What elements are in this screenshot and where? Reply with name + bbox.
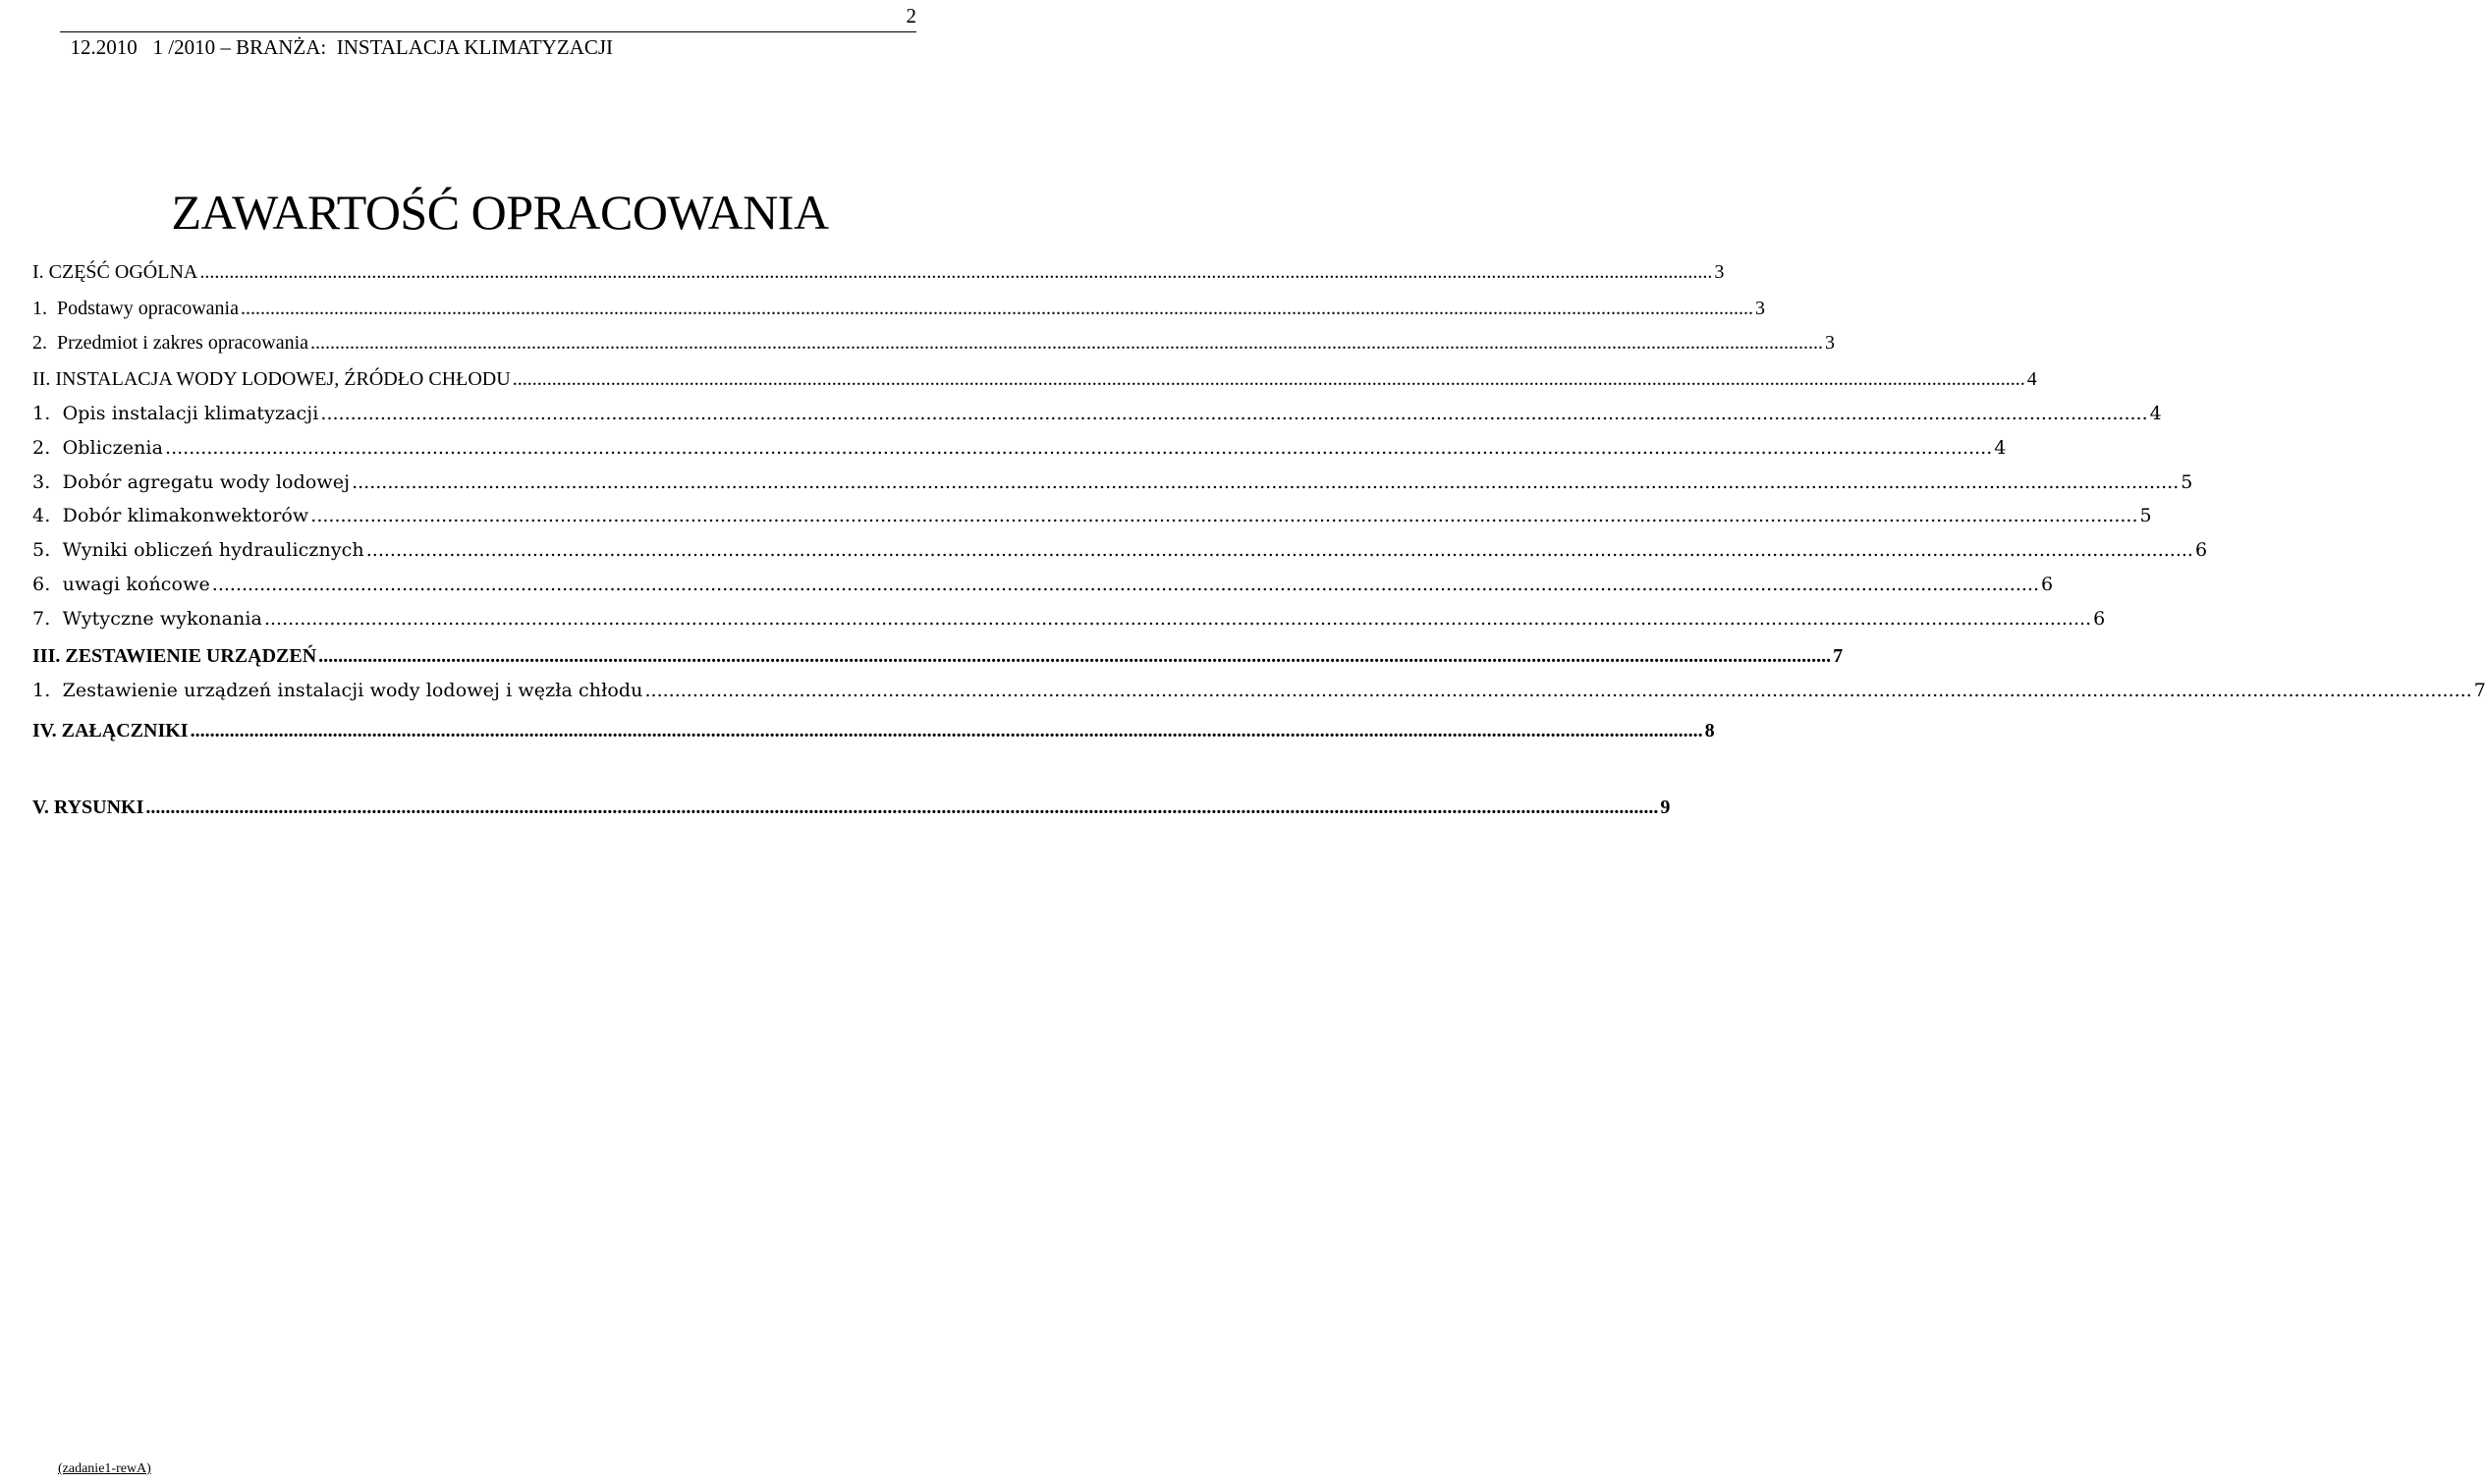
toc-leader-dots (191, 718, 1703, 743)
toc-entry[interactable] (32, 366, 2037, 392)
toc-entry[interactable] (32, 718, 1715, 743)
toc-entry-label: 1. Opis instalacji klimatyzacji (32, 403, 319, 424)
toc-entry-label: 4. Dobór klimakonwektorów (32, 505, 309, 526)
toc-leader-dots (310, 330, 1823, 356)
toc-entry-label: II. INSTALACJA WODY LODOWEJ, ŹRÓDŁO CHŁODU (32, 368, 511, 390)
toc-entry[interactable] (32, 537, 2208, 563)
page-header (60, 0, 916, 59)
toc-entry-page: 9 (1660, 797, 1671, 818)
toc-leader-dots (145, 795, 1658, 820)
toc-leader-dots (165, 435, 1992, 461)
toc-entry-label: 3. Dobór agregatu wody lodowej (32, 471, 351, 493)
toc-entry-label: I. CZĘŚĆ OGÓLNA (32, 261, 198, 283)
toc-entry-page: 7 (2473, 680, 2486, 701)
toc-entry-page: 6 (2093, 608, 2106, 630)
toc-leader-dots (645, 678, 2472, 703)
toc-entry-label: 2. Przedmiot i zakres opracowania (32, 332, 309, 354)
toc-leader-dots (320, 401, 2147, 426)
toc-leader-dots (366, 537, 2193, 563)
toc-entry[interactable] (32, 469, 2193, 495)
toc-entry-page: 4 (2149, 403, 2162, 424)
toc-entry-label: 1. Zestawienie urządzeń instalacji wody lodowej i węzła chłodu (32, 680, 643, 701)
toc-entry-page: 4 (2026, 368, 2037, 390)
toc-entry-page: 7 (1833, 645, 1844, 667)
toc-entry-page: 5 (2139, 505, 2152, 526)
toc-entry-page: 6 (2040, 574, 2054, 595)
toc-entry[interactable] (32, 503, 2152, 528)
toc-leader-dots (310, 503, 2137, 528)
toc-entry[interactable] (32, 572, 2054, 597)
toc-entry-page: 6 (2194, 539, 2208, 561)
toc-entry-page: 8 (1704, 720, 1715, 742)
toc-entry[interactable] (32, 678, 2486, 703)
footer-revision: (zadanie1-rewA) (58, 1461, 151, 1476)
toc-entry[interactable] (32, 330, 1836, 356)
toc-leader-dots (212, 572, 2039, 597)
toc-leader-dots (513, 366, 2025, 392)
toc-entry-label: V. RYSUNKI (32, 797, 144, 818)
toc-entry-label: 1. Podstawy opracowania (32, 298, 239, 319)
toc-entry-page: 3 (1754, 298, 1765, 319)
toc-entry[interactable] (32, 606, 2106, 632)
toc-leader-dots (264, 606, 2091, 632)
toc-entry-label: 7. Wytyczne wykonania (32, 608, 262, 630)
toc-entry[interactable] (32, 795, 1671, 820)
toc-entry-page: 3 (1714, 261, 1725, 283)
toc-entry-page: 4 (1994, 437, 2007, 459)
toc-entry[interactable] (32, 259, 1725, 285)
header-text: 12.2010 1 /2010 – BRANŻA: INSTALACJA KLIMATYZACJI (70, 35, 613, 59)
toc-entry[interactable] (32, 643, 1844, 669)
toc-leader-dots (352, 469, 2179, 495)
header-page-number: 2 (906, 4, 916, 27)
toc-entry[interactable] (32, 296, 1765, 321)
toc-entry[interactable] (32, 435, 2007, 461)
toc-entry-label: IV. ZAŁĄCZNIKI (32, 720, 189, 742)
document-title: ZAWARTOŚĆ OPRACOWANIA (171, 185, 829, 240)
toc-entry-label: 2. Obliczenia (32, 437, 164, 459)
toc-entry-page: 5 (2181, 471, 2193, 493)
toc-entry-label: 5. Wyniki obliczeń hydraulicznych (32, 539, 364, 561)
toc-leader-dots (318, 643, 1831, 669)
toc-entry[interactable] (32, 401, 2162, 426)
toc-entry-page: 3 (1825, 332, 1836, 354)
toc-entry-label: III. ZESTAWIENIE URZĄDZEŃ (32, 645, 317, 667)
toc-entry-label: 6. uwagi końcowe (32, 574, 210, 595)
toc-leader-dots (199, 259, 1712, 285)
toc-leader-dots (241, 296, 1753, 321)
